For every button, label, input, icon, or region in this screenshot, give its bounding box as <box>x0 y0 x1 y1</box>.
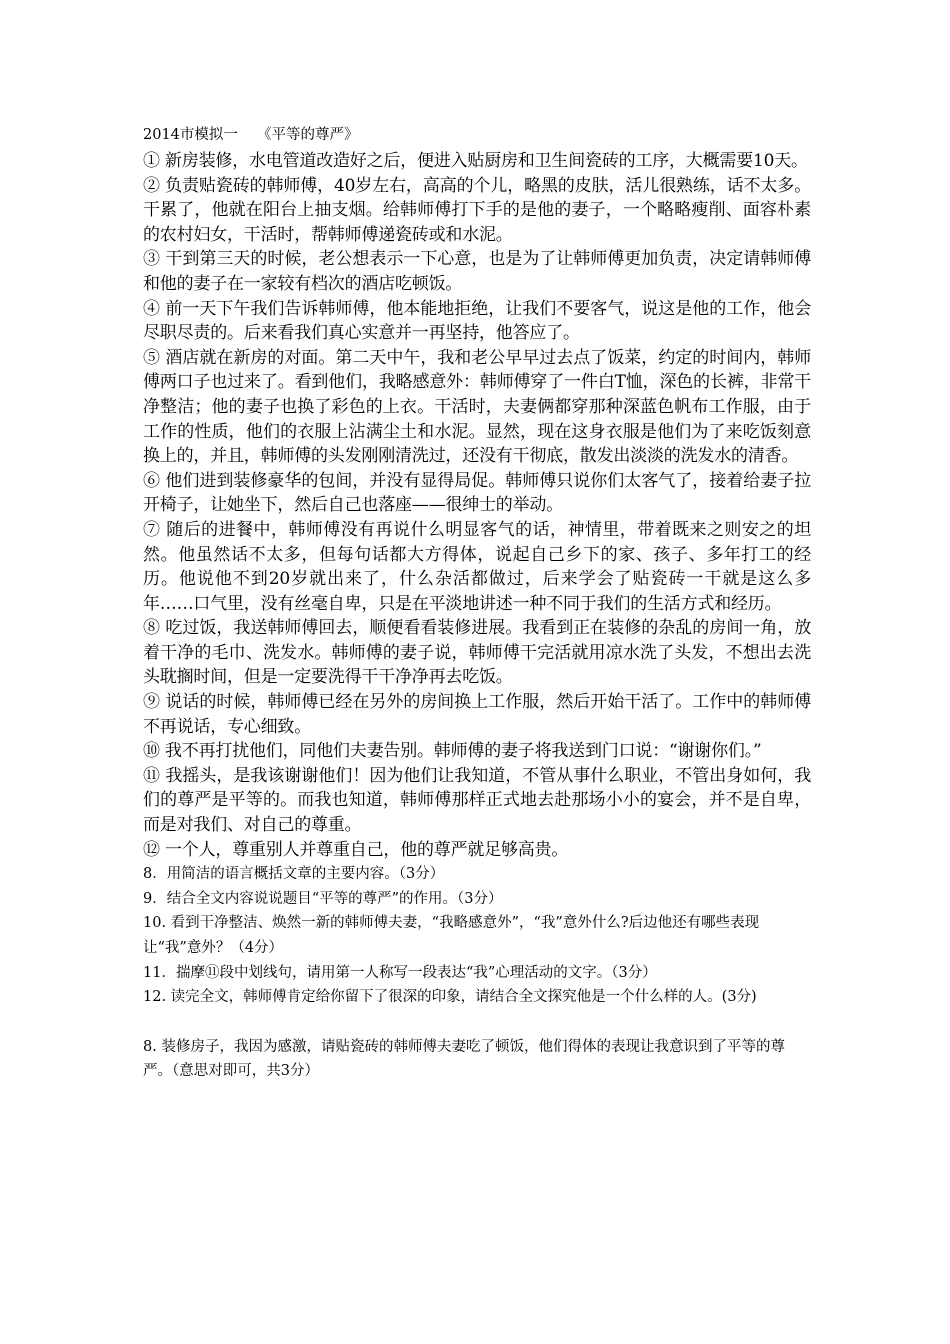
paragraph-3: ③ 干到第三天的时候，老公想表示一下心意，也是为了让韩师傅更加负责，决定请韩师傅和他的妻子在一家较有档次的酒店吃顿饭。 <box>143 249 811 294</box>
paragraph-5: ⑤ 酒店就在新房的对面。第二天中午，我和老公早早过去点了饭菜，约定的时间内，韩师傅两口子也过来了。看到他们，我略感意外：韩师傅穿了一件白T恤，深色的长裤，非常干净整洁；他的妻子也换了彩色的上衣。干活时，夫妻俩都穿那种深蓝色帆布工作服，由于工作的性质，他们的衣服上沾满尘土和水泥。显然，现在这身衣服是他们为了来吃饭刻意换上的，并且，韩师傅的头发刚刚清洗过，还没有干彻底，散发出淡淡的洗发水的清香。 <box>143 347 811 467</box>
question-8: 8．用简洁的语言概括文章的主要内容。（3分） <box>143 866 445 883</box>
paragraph-2: ② 负责贴瓷砖的韩师傅，40岁左右，高高的个儿，略黑的皮肤，活儿很熟练，话不太多。干累了，他就在阳台上抽支烟。给韩师傅打下手的是他的妻子，一个略略瘦削、面容朴素的农村妇女，干活时，帮韩师傅递瓷砖或和水泥。 <box>143 175 811 245</box>
paragraph-11: ⑪ 我摇头，是我该谢谢他们！因为他们让我知道，不管从事什么职业，不管出身如何，我们的尊严是平等的。而我也知道，韩师傅那样正式地去赴那场小小的宴会，并不是自卑，而是对我们、对自己的尊重。 <box>143 765 811 836</box>
question-11: 11．揣摩⑪段中划线句，请用第一人称写一段表达“我”心理活动的文字。（3分） <box>143 964 657 981</box>
question-12: 12. 读完全文，韩师傅肯定给你留下了很深的印象，请结合全文探究他是一个什么样的人。(3分) <box>143 989 757 1006</box>
paragraph-6: ⑥ 他们进到装修豪华的包间，并没有显得局促。韩师傅只说你们太客气了，接着给妻子拉开椅子，让她坐下，然后自己也落座——很绅士的举动。 <box>143 470 811 516</box>
paragraph-4: ④ 前一天下午我们告诉韩师傅，他本能地拒绝，让我们不要客气，说这是他的工作，他会尽职尽责的。后来看我们真心实意并一再坚持，他答应了。 <box>143 298 811 344</box>
question-list <box>143 862 811 1010</box>
article-body <box>143 149 811 862</box>
question-9: 9．结合全文内容说说题目“平等的尊严”的作用。（3分） <box>143 890 503 907</box>
question-10: 10. 看到干净整洁、焕然一新的韩师傅夫妻，“我略感意外”，“我”意外什么?后边他还有哪些表现让“我”意外？（4分） <box>143 915 760 956</box>
document-title: 2014市模拟一 《平等的尊严》 <box>143 127 359 143</box>
paragraph-7: ⑦ 随后的进餐中，韩师傅没有再说什么明显客气的话，神情里，带着既来之则安之的坦然。他虽然话不太多，但每句话都大方得体，说起自己乡下的家、孩子、多年打工的经历。他说他不到20岁就出来了，什么杂活都做过，后来学会了贴瓷砖一干就是这么多年……口气里，没有丝毫自卑，只是在平淡地讲述一种不同于我们的生活方式和经历。 <box>143 519 811 614</box>
answer-8: 8. 装修房子，我因为感激，请贴瓷砖的韩师傅夫妻吃了顿饭，他们得体的表现让我意识到了平等的尊严。（意思对即可，共3分） <box>143 1038 785 1080</box>
paragraph-8: ⑧ 吃过饭，我送韩师傅回去，顺便看看装修进展。我看到正在装修的杂乱的房间一角，放着干净的毛巾、洗发水。韩师傅的妻子说，韩师傅干完活就用凉水洗了头发，不想出去洗头耽搁时间，但是一定要洗得干干净净再去吃饭。 <box>143 618 811 688</box>
paragraph-12: ⑫ 一个人，尊重别人并尊重自己，他的尊严就足够高贵。 <box>143 839 569 860</box>
paragraph-9: ⑨ 说话的时候，韩师傅已经在另外的房间换上工作服，然后开始干活了。工作中的韩师傅不再说话，专心细致。 <box>143 692 811 737</box>
paragraph-1: ① 新房装修，水电管道改造好之后，便进入贴厨房和卫生间瓷砖的工序，大概需要10天。 <box>143 151 808 171</box>
document-page <box>143 124 811 1084</box>
paragraph-10: ⑩ 我不再打扰他们，同他们夫妻告别。韩师傅的妻子将我送到门口说：“谢谢你们。” <box>143 741 762 762</box>
